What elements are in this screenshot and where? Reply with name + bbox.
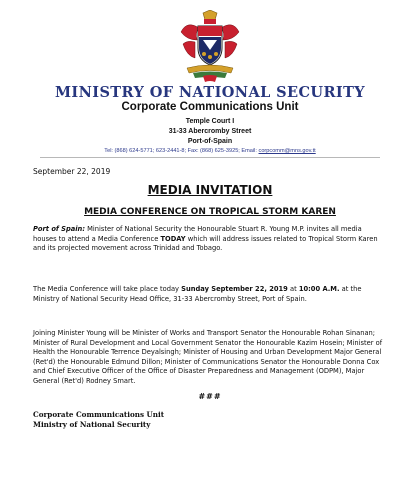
contact-email-link[interactable]: corpcomm@mns.gov.tt [258, 148, 316, 154]
ministry-name: MINISTRY OF NATIONAL SECURITY [54, 84, 366, 101]
signature-ministry: Ministry of National Security [33, 420, 151, 429]
signature-unit: Corporate Communications Unit [33, 410, 165, 419]
dateline: Port of Spain: [33, 225, 85, 233]
document-subtitle: MEDIA CONFERENCE ON TROPICAL STORM KAREN [84, 207, 336, 217]
schedule-date: Sunday September 22, 2019 [181, 285, 288, 293]
unit-name: Corporate Communications Unit [121, 101, 299, 113]
coat-of-arms-icon [173, 10, 247, 84]
header-divider [40, 157, 380, 158]
contact-phone-fax: Tel: (868) 624-5771; 623-2441-8; Fax: (868) 625-3925; Email: [104, 148, 259, 154]
intro-text-2: which will address issues related to Tropical Storm Karen and its projected movement across Trinidad and Tobago. [33, 234, 378, 252]
end-mark: ### [198, 392, 222, 401]
contact-line [0, 148, 420, 154]
document-date: September 22, 2019 [33, 167, 111, 176]
paragraph-attendees: Joining Minister Young will be Minister of Works and Transport Senator the Honourable Rohan Sinanan; Minister of Rural Development and Local Government Senator the Honourable Kazim Hosein; Minister of Health the Honourable Terrence Deyalsingh; Minister of Housing and Urban Development Major General (Ret'd) the Honourable Edmund Dillon; Minister of Communications Senator the Honourable Donna Cox and Chief Executive Officer of the Office of Disaster Preparedness and Management (ODPM), Major General (Ret'd) Rodney Smart. [33, 329, 383, 385]
address-line-1: Temple Court I [185, 118, 235, 125]
paragraph-schedule [33, 285, 385, 304]
schedule-text-1: The Media Conference will take place today [33, 285, 182, 293]
schedule-time: 10:00 A.M. [298, 285, 340, 293]
address-line-3: Port-of-Spain [187, 138, 233, 145]
document-title: MEDIA INVITATION [147, 183, 273, 197]
schedule-text-3: at the Ministry of National Security Head Office, 31-33 Abercromby Street, Port of Spain. [33, 285, 362, 303]
intro-today: TODAY [160, 234, 186, 243]
paragraph-intro [33, 225, 385, 254]
intro-text-1: Minister of National Security the Honourable Stuart R. Young M.P. invites all media houses to attend a Media Conference [33, 225, 362, 243]
schedule-text-2: at [287, 285, 299, 293]
address-line-2: 31-33 Abercromby Street [168, 128, 252, 135]
